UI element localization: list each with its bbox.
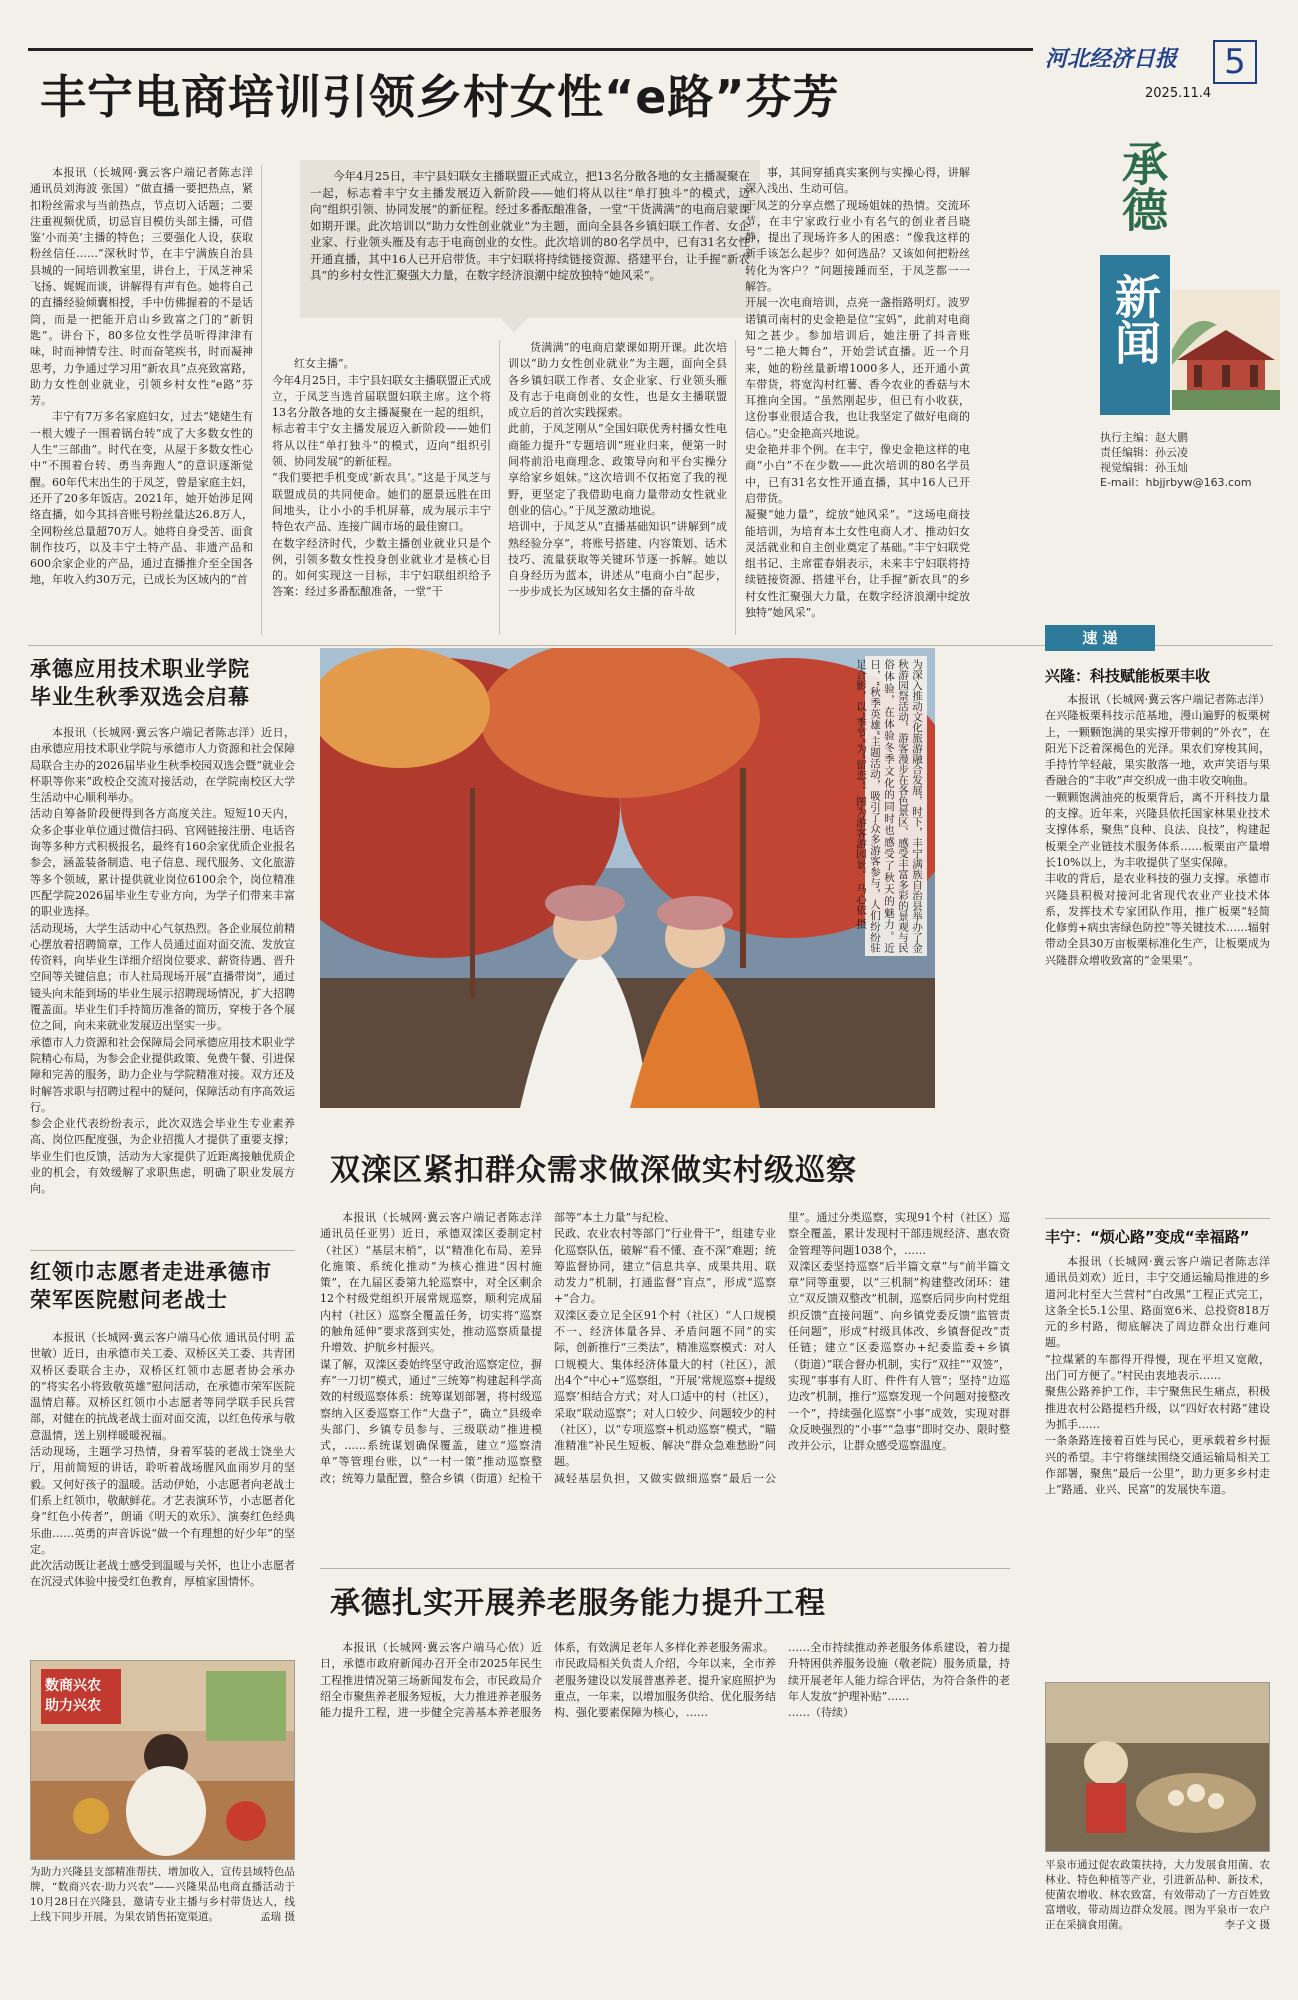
elderly-article-text: 本报讯（长城网·冀云客户端马心依）近日，承德市政府新闻办召开全市2025年民生工程推进情况第三场新闻发布会，市民政局介绍全市聚焦养老服务短板，大力推进养老服务能力提升工程，进一步健全完善基本养老服务体系，有效满足老年人多样化养老服务需求。 市民政局相关负责人介绍，今年以来，全市养老服务建设以发展普惠养老、提升家庭照护为重点，一年来，以增加服务供给、优化服务结构、强化要素保障为核心，…… ……全市持续推动养老服务体系建设，着力提升特困供养服务设施（敬老院）服务质量，持续开展老年人能力综合评估，为符合条件的老年人发放“护理补贴”…… ……（待续） (320, 1641, 1010, 1720)
mushroom-photo-credit: 李子文 摄 (1224, 1919, 1270, 1931)
main-article-col3-text: 货满满”的电商启蒙课如期开课。此次培训以“助力女性创业就业”为主题，面向全县各乡镇妇联工作者、女企业家、行业领头雁及有志于电商创业的女性，也是女主播联盟成立后的首次实践探索。 此前，于凤芝刚从“全国妇联优秀村播女性电商能力提升”专题培训”班业归来，便第一时间将前沿电商理念、政策导向和平台实操分享给家乡姐妹。”这次培训不仅拓宽了我的视野，更坚定了我借助电商力量带动女性就业创业的信心。”于凤芝激动地说。 培训中，于凤芝从“直播基础知识”讲解到“成熟经验分享”，将账号搭建、内容策划、话术技巧、流量获取等关键环节逐一拆解。她以自身经历为蓝本，讲述从“电商小白”起步，一步步成长为区域知名女主播的奋斗故 (508, 341, 727, 599)
section-name-bottom: 新闻 (1108, 273, 1162, 365)
editor: 执行主编：赵大鹏 (1100, 431, 1188, 444)
feature-photo-caption (855, 656, 927, 956)
pavilion-illustration (1172, 290, 1280, 410)
email: E-mail：hbjjrbyw@163.com (1100, 476, 1252, 489)
main-article-col2-text: 红女主播”。 今年4月25日，丰宁县妇联女主播联盟正式成立，于凤芝当选首届联盟妇联主席。这个将13名分散各地的女主播凝聚在一起的组织，标志着丰宁女主播发展迈入新阶段——她们将从以往“单打独斗”的模式，迈向“组织引领、协同发展”的新征程。 “我们要把手机变成‘新农具’。”这是于凤芝与联盟成员的共同使命。她们的愿景远胜在田间地头，让小小的手机屏幕，成为展示丰宁特色农产品、连接广阔市场的最佳窗口。 在数字经济时代，少数主播创业就业只是个例，引领多数女性投身创业就业才是核心目的。如何实现这一目标，丰宁妇联组织给予答案：经过多番酝酿准备，一堂“干 (272, 357, 491, 599)
main-headline-band (28, 48, 1033, 128)
livestream-photo-credit: 孟瑞 摄 (260, 1911, 295, 1923)
livestream-photo (30, 1660, 295, 1860)
sidebar-news1-title: 兴隆：科技赋能板栗丰收 (1045, 667, 1211, 685)
issue-date: 2025.11.4 (1145, 86, 1212, 101)
divider-side-1 (1045, 1218, 1270, 1219)
livestream-inset-label-2: 助力兴农 (45, 1698, 101, 1714)
feature-photo-caption-text: 为深入推动文化旅游融合发展，时下，丰宁满族自治县举办了金秋游园祭活动，游客漫步在各色景区、感受丰富多彩的景观与民俗体验，在体验冬季文化的同时也感受了秋天的魅力。近日，“秋季英雄”主题活动，吸引了众多游客参与，人们纷纷驻足合影，以“季节”为“留恋”。图为游客游园景。 (855, 659, 923, 953)
mushroom-caption (1045, 1858, 1270, 1976)
volunteer-headline-line1: 红领巾志愿者走进承德市 (30, 1260, 272, 1284)
college-headline-line2: 毕业生秋季双选会启幕 (30, 685, 250, 709)
sidebar-news1-body (1045, 692, 1270, 1212)
sidebar-news2-title: 丰宁：“烦心路”变成“幸福路” (1045, 1228, 1250, 1246)
college-headline (30, 655, 290, 711)
divider-mid (320, 1568, 1010, 1569)
sidebar-news2-body (1045, 1254, 1270, 1674)
paper-name: 河北经济日报 (1045, 46, 1178, 72)
section-name-bottom-box (1100, 255, 1170, 415)
responsible-editor: 责任编辑：孙云凌 (1100, 446, 1188, 459)
feature-photo-credit: 马心依 摄 (855, 883, 867, 929)
main-article-col1-p2: 丰宁有7万多名家庭妇女，过去“姥姥生有一根大嫂子一围着锅台转”成了大多数女性的人生“三部曲”。时代在变，从屋于多数女性心中“不围着台转、勇当奔跑人”的意识逐渐觉醒。60年代末出生的于凤芝，曾是家庭主妇，还开了20多年饭店。2021年，她开始涉足网络直播，如今其抖音账号粉丝量达26.8万人，全网粉丝总量超70万人。她将自身受苦、面食制作技巧，以及丰宁土特产品、非遗产品和600余家企业的产品，通过直播推介至全国各地，年收入约30万元，已成长为区域内的“首 (30, 410, 253, 587)
livestream-caption (30, 1865, 295, 1975)
main-article-col1 (30, 165, 262, 635)
lead-arrow (500, 318, 528, 332)
section-label (1100, 140, 1280, 525)
livestream-inset-label-1: 数商兴农 (45, 1678, 101, 1694)
main-article-col2 (272, 340, 500, 635)
inspection-article-text: 本报讯（长城网·冀云客户端记者陈志洋 通讯员任亚男）近日，承德双滦区委制定村（社区）“基层末梢”，以“精准化布局、差异化施策、系统化推动”为核心推进“因村施策”，在九届区委第九轮巡察中，对全区剩余12个村级党组织开展常规巡察，顺利完成届内村（社区）巡察全覆盖任务，切实将“巡察的触角延伸”要求落到实处，推动巡察质量提升增效、护航乡村振兴。 谋了解，双滦区委始终坚守政治巡察定位，摒弃“一刀切”模式，通过“三统筹”构建起科学高效的村级巡察体系：统筹谋划部署，将村级巡察纳入区委巡察工作“大盘子”，确立“县级牵头部门、乡镇专员参与、三级联动”推进模式，……系统谋划确保覆盖，建立“巡察清单”等管理台账，以“一村一策”推动巡察整改；统筹力量配置，整合乡镇（街道）纪检干部等“本土力量”与纪检、 民政、农业农村等部门“行业骨干”，组建专业化巡察队伍，破解“看不懂、查不深”难题；统筹监督协同，建立“信息共享、成果共用、联动发力”机制，打通监督“盲点”，形成“巡察+”合力。 双滦区委立足全区91个村（社区）“人口规模不一、经济体量各异、矛盾问题不同”的实际，创新推行“三类法”，精准巡察模式：对人口规模大、集体经济体量大的村（社区），派出4个“中心+”巡察组，“开展‘常规巡察+提级巡察’相结合方式；对人口适中的村（社区），采取“联动巡察”；对人口较少、问题较少的村（社区），以“专项巡察+机动巡察”模式，“瞄准精准”补民生短板、解决“群众急难愁盼”问题。 减轻基层负担，又做实做细巡察“最后一公里”。通过分类巡察，实现91个村（社区）巡察全覆盖，累计发现村干部违规经济、惠农资金管理等问题1038个，…… 双滦区委坚持巡察“后半篇文章”与“前半篇文章”同等重要，以“三机制”构建整改闭环：建立“双反馈双整改”机制，巡察后同步向村党组织反馈“直接问题”、向乡镇党委反馈“监管责任问题”，形成“村级具体改、乡镇督促改”责任链；建立“区委巡察办+纪委监委+乡镇（街道）”联合督办机制，实行“双挂”“双签”，实现“事事有人盯、件件有人管”；坚持“边巡边改”机制，推行“巡察发现一个问题对接整改一个”，持续强化巡察“小事”成效，实现对群众反映强烈的“小事”“急事”即时交办、限时整改并公示，让群众感受巡察温度。 (320, 1211, 1010, 1485)
main-article-col4 (745, 165, 970, 635)
masthead (1045, 40, 1270, 130)
inspection-article-body (320, 1210, 1010, 1560)
mushroom-caption-text: 平泉市通过促农政策扶持，大力发展食用菌、农林业、特色种植等产业，引进新品种、新技术，使菌农增收、林农致富，有效带动了一方百姓致富增收，带动周边群众发展。图为平泉市一农户正在采摘食用菌。 (1045, 1859, 1270, 1931)
volunteer-headline (30, 1258, 295, 1314)
sidebar-news2-text: 本报讯（长城网·冀云客户端记者陈志洋 通讯员刘欢）近日，丰宁交通运输局推进的乡道河北村至大兰营村“白改黑”工程正式完工，这条全长5.1公里、路面宽6米、总投资818万元的乡村路，彻底解决了周边群众出行难问题。 “拉煤紧的车都得开得慢，现在平坦又宽敞，出门可方便了。”村民由衷地表示…… 聚焦公路养护工作，丰宁聚焦民生痛点，积极推进农村公路提档升级，以“四好农村路”建设为抓手…… 一条条路连接着百姓与民心，更承载着乡村振兴的希望。丰宁将继续围绕交通运输局相关工作部署，聚焦“最后一公里”，助力更多乡村走上“路通、业兴、民富”的发展快车道。 (1045, 1255, 1270, 1497)
main-article-lead-box (300, 160, 760, 318)
editor-info (1100, 430, 1280, 490)
college-headline-line1: 承德应用技术职业学院 (30, 657, 250, 681)
volunteer-article-body (30, 1330, 295, 1650)
livestream-caption-text: 为助力兴隆县支部精准帮扶、增加收入，宣传县域特色品牌，“数商兴农·助力兴农”——兴隆果品电商直播活动于10月28日在兴隆县，邀请专业主播与乡村带货达人，线上线下同步开展，为果农销售拓宽渠道。 (30, 1866, 295, 1923)
college-article-text: 本报讯（长城网·冀云客户端记者陈志洋）近日，由承德应用技术职业学院与承德市人力资源和社会保障局联合主办的2026届毕业生秋季校园双选会暨“就业会杯职等你来”政校企交流对接活动，在学院南校区大学生活动中心顺利举办。 活动自筹备阶段便得到各方高度关注。短短10天内，众多企事业单位通过微信扫码、官网链接注册、电话咨询等多种方式积极报名，最终有160余家优质企业报名参会，涵盖装备制造、电子信息、现代服务、文化旅游等多个领域，累计提供就业岗位6100余个，岗位精准匹配学院2026届毕业生专业方向，为学子们带来丰富的职业选择。 活动现场，大学生活动中心气氛热烈。各企业展位前精心摆放着招聘简章，工作人员通过面对面交流、发放宣传资料，向毕业生详细介绍岗位要求、薪资待遇、晋升空间等关键信息；市人社局现场开展“直播带岗”，通过镜头向未能到场的毕业生展示招聘现场情况，扩大招聘覆盖面。毕业生们手持简历准备的简历，穿梭于各个展位之间，向未来就业发展迈出坚实一步。 承德市人力资源和社会保障局会同承德应用技术职业学院精心布局，为参会企业提供政策、免费午餐、引进保障和完善的服务，助力企业与学院精准对接。双方还及时解答求职与招聘过程中的疑问，保障活动有序高效运行。 参会企业代表纷纷表示，此次双选会毕业生专业素养高、岗位匹配度强，为企业招揽人才提供了重要支撑；毕业生们也反馈，活动为大家提供了近距离接触优质企业的机会，有效缓解了求职焦虑，明确了职业发展方向。 (30, 726, 295, 1196)
volunteer-headline-line2: 荣军医院慰问老战士 (30, 1288, 228, 1312)
section-name-top: 承德 (1115, 140, 1169, 232)
feature-photo (320, 648, 935, 1108)
mushroom-photo (1045, 1682, 1270, 1852)
inspection-headline: 双滦区紧扣群众需求做深做实村级巡察 (330, 1153, 857, 1188)
main-headline: 丰宁电商培训引领乡村女性“e路”芬芳 (40, 70, 840, 124)
main-article-col4-text: 事，其间穿插真实案例与实操心得，讲解深入浅出、生动可信。 于凤芝的分享点燃了现场姐妹的热情。交流环节，在丰宁家政行业小有名气的创业者吕晓静，提出了现场许多人的困惑：“像我这样的新手该怎么起步？如何选品？又该如何把粉丝转化为客户？”问题接踵而至，于凤芝都一一解答。 开展一次电商培训，点亮一盏指路明灯。波罗诺镇司南村的史金艳是位“宝妈”，此前对电商知之甚少。参加培训后，她注册了抖音账号“二艳大舞台”，开始尝试直播。近一个月来，她的粉丝量新增1000多人，还开通小黄车带货，将宽沟村红薯、香今农业的香菇与木耳推向全国。“虽然刚起步，但已有小收获，这份事业很适合我，也让我坚定了做好电商的信心。”史金艳高兴地说。 史金艳并非个例。在丰宁，像史金艳这样的电商“小白”不在少数——此次培训的80名学员中，已有31名女性开通直播，其中16人已开启带货。 凝聚“她力量”，绽放“她风采”。“这场电商技能培训，为培育本土女性电商人才、推动妇女灵活就业和自主创业奠定了基础。”丰宁妇联党组书记、主席霍春娟表示，未来丰宁妇联将持续链接资源、搭建平台，让手握“新农具”的乡村女性汇聚强大力量，在数字经济浪潮中绽放独特“她风采”。 (745, 166, 970, 620)
main-article-byline: 本报讯（长城网·冀云客户端记者陈志洋 通讯员刘海波 张国）“做直播一要把热点，紧扣粉丝需求与当前热点，节点切入话题；二要注重视频优质，切忌盲目模仿头部主播，可借鉴‘小而美’主播的特色；三要强化人设，获取粉丝信任……”深秋时节，在丰宁满族自治县县城的一间培训教室里，讲台上，于凤芝神采飞扬、娓娓而谈，讲解得有声有色。她将自己的直播经验倾囊相授，手中仿佛握着的不是话筒，而是一把能开启山乡致富之门的“新钥匙”。讲台下，80多位女性学员听得津津有味，时而神情专注、时而奋笔疾书，时而凝神思考，力争通过学习用“新农具”点亮致富路，助力女性创业就业，引领乡村女性“e路”芬芳。 (30, 166, 253, 408)
elderly-article-body (320, 1640, 1010, 1975)
college-article-body (30, 725, 295, 1245)
volunteer-article-text: 本报讯（长城网·冀云客户端马心依 通讯员付明 孟世敏）近日，由承德市关工委、双桥区关工委、共青团双桥区委联合主办，双桥区红领巾志愿者协会承办的“将实名小将致敬英雄”慰问活动，在承德市荣军医院温情启幕。双桥区红领巾小志愿者等同学联手民兵营部，对健在的抗战老战士面对面交流，以红色传承与敬意温情，送上别样暖暖祝福。 活动现场，主题学习热情，身着军装的老战士饶坐大厅，用前简短的讲话，聆听着战场腥风血雨岁月的坚毅。又何好孩子的温暖。活动伊始，小志愿者向老战士们系上红领巾，敬献鲜花。才艺表演环节，小志愿者化身“红色小传者”，朗诵《明天的欢乐》、演奏红色经典乐曲……英勇的声音诉说“做一个有理想的好少年”的坚定。 此次活动既让老战士感受到温暖与关怀，也让小志愿者在沉浸式体验中接受红色教育，厚植家国情怀。 (30, 1331, 295, 1589)
elderly-headline: 承德扎实开展养老服务能力提升工程 (330, 1586, 826, 1621)
sidebar-news1-text: 本报讯（长城网·冀云客户端记者陈志洋）在兴隆板栗科技示范基地，漫山遍野的板栗树上，一颗颗饱满的果实撑开带刺的“外衣”，在阳光下泛着深褐色的光泽。果农们穿梭其间，手持竹竿轻敲，果实散落一地，欢声笑语与果香融合的“丰收”声交织成一曲丰收交响曲。 一颗颗饱满油亮的板栗背后，离不开科技力量的支撑。近年来，兴隆县依托国家林果业技术支撑体系，聚焦“良种、良法、良技”，构建起板栗全产业链技术服务体系……板栗亩产量增长10%以上，为丰收提供了坚实保障。 丰收的背后，是农业科技的强力支撑。承德市兴隆县积极对接河北省现代农业产业技术体系，发挥技术专家团队作用，推广板栗“轻简化修剪+病虫害绿色防控”等关键技术……辐射带动全县30万亩板栗标准化生产，让板栗成为兴隆群众增收致富的“金果果”。 (1045, 693, 1270, 967)
page-number: 5 (1213, 40, 1257, 84)
sidebar-section-label-text: 速 递 (1082, 629, 1118, 647)
visual-editor: 视觉编辑：孙玉灿 (1100, 461, 1188, 474)
main-article-lead: 今年4月25日，丰宁县妇联女主播联盟正式成立，把13名分散各地的女主播凝聚在一起，标志着丰宁女主播发展迈入新阶段——她们将从以往“单打独斗”的模式，迈向“组织引领、协同发展”的新征程。经过多番酝酿准备，一堂“干货满满”的电商启蒙课如期开课。此次培训以“助力女性创业就业”为主题，面向全县各乡镇妇联工作者、女企业家、行业领头雁及有志于电商创业的女性。此次培训的80名学员中，已有31名女性开通直播，其中16人已开启带货。丰宁妇联将持续链接资源、搭建平台，让手握“新农具”的乡村女性汇聚强大力量，在数字经济浪潮中绽放独特“她风采”。 (310, 169, 750, 282)
main-article-col3 (508, 340, 736, 635)
divider-left-1 (30, 1250, 295, 1251)
sidebar-section-label (1045, 625, 1155, 651)
